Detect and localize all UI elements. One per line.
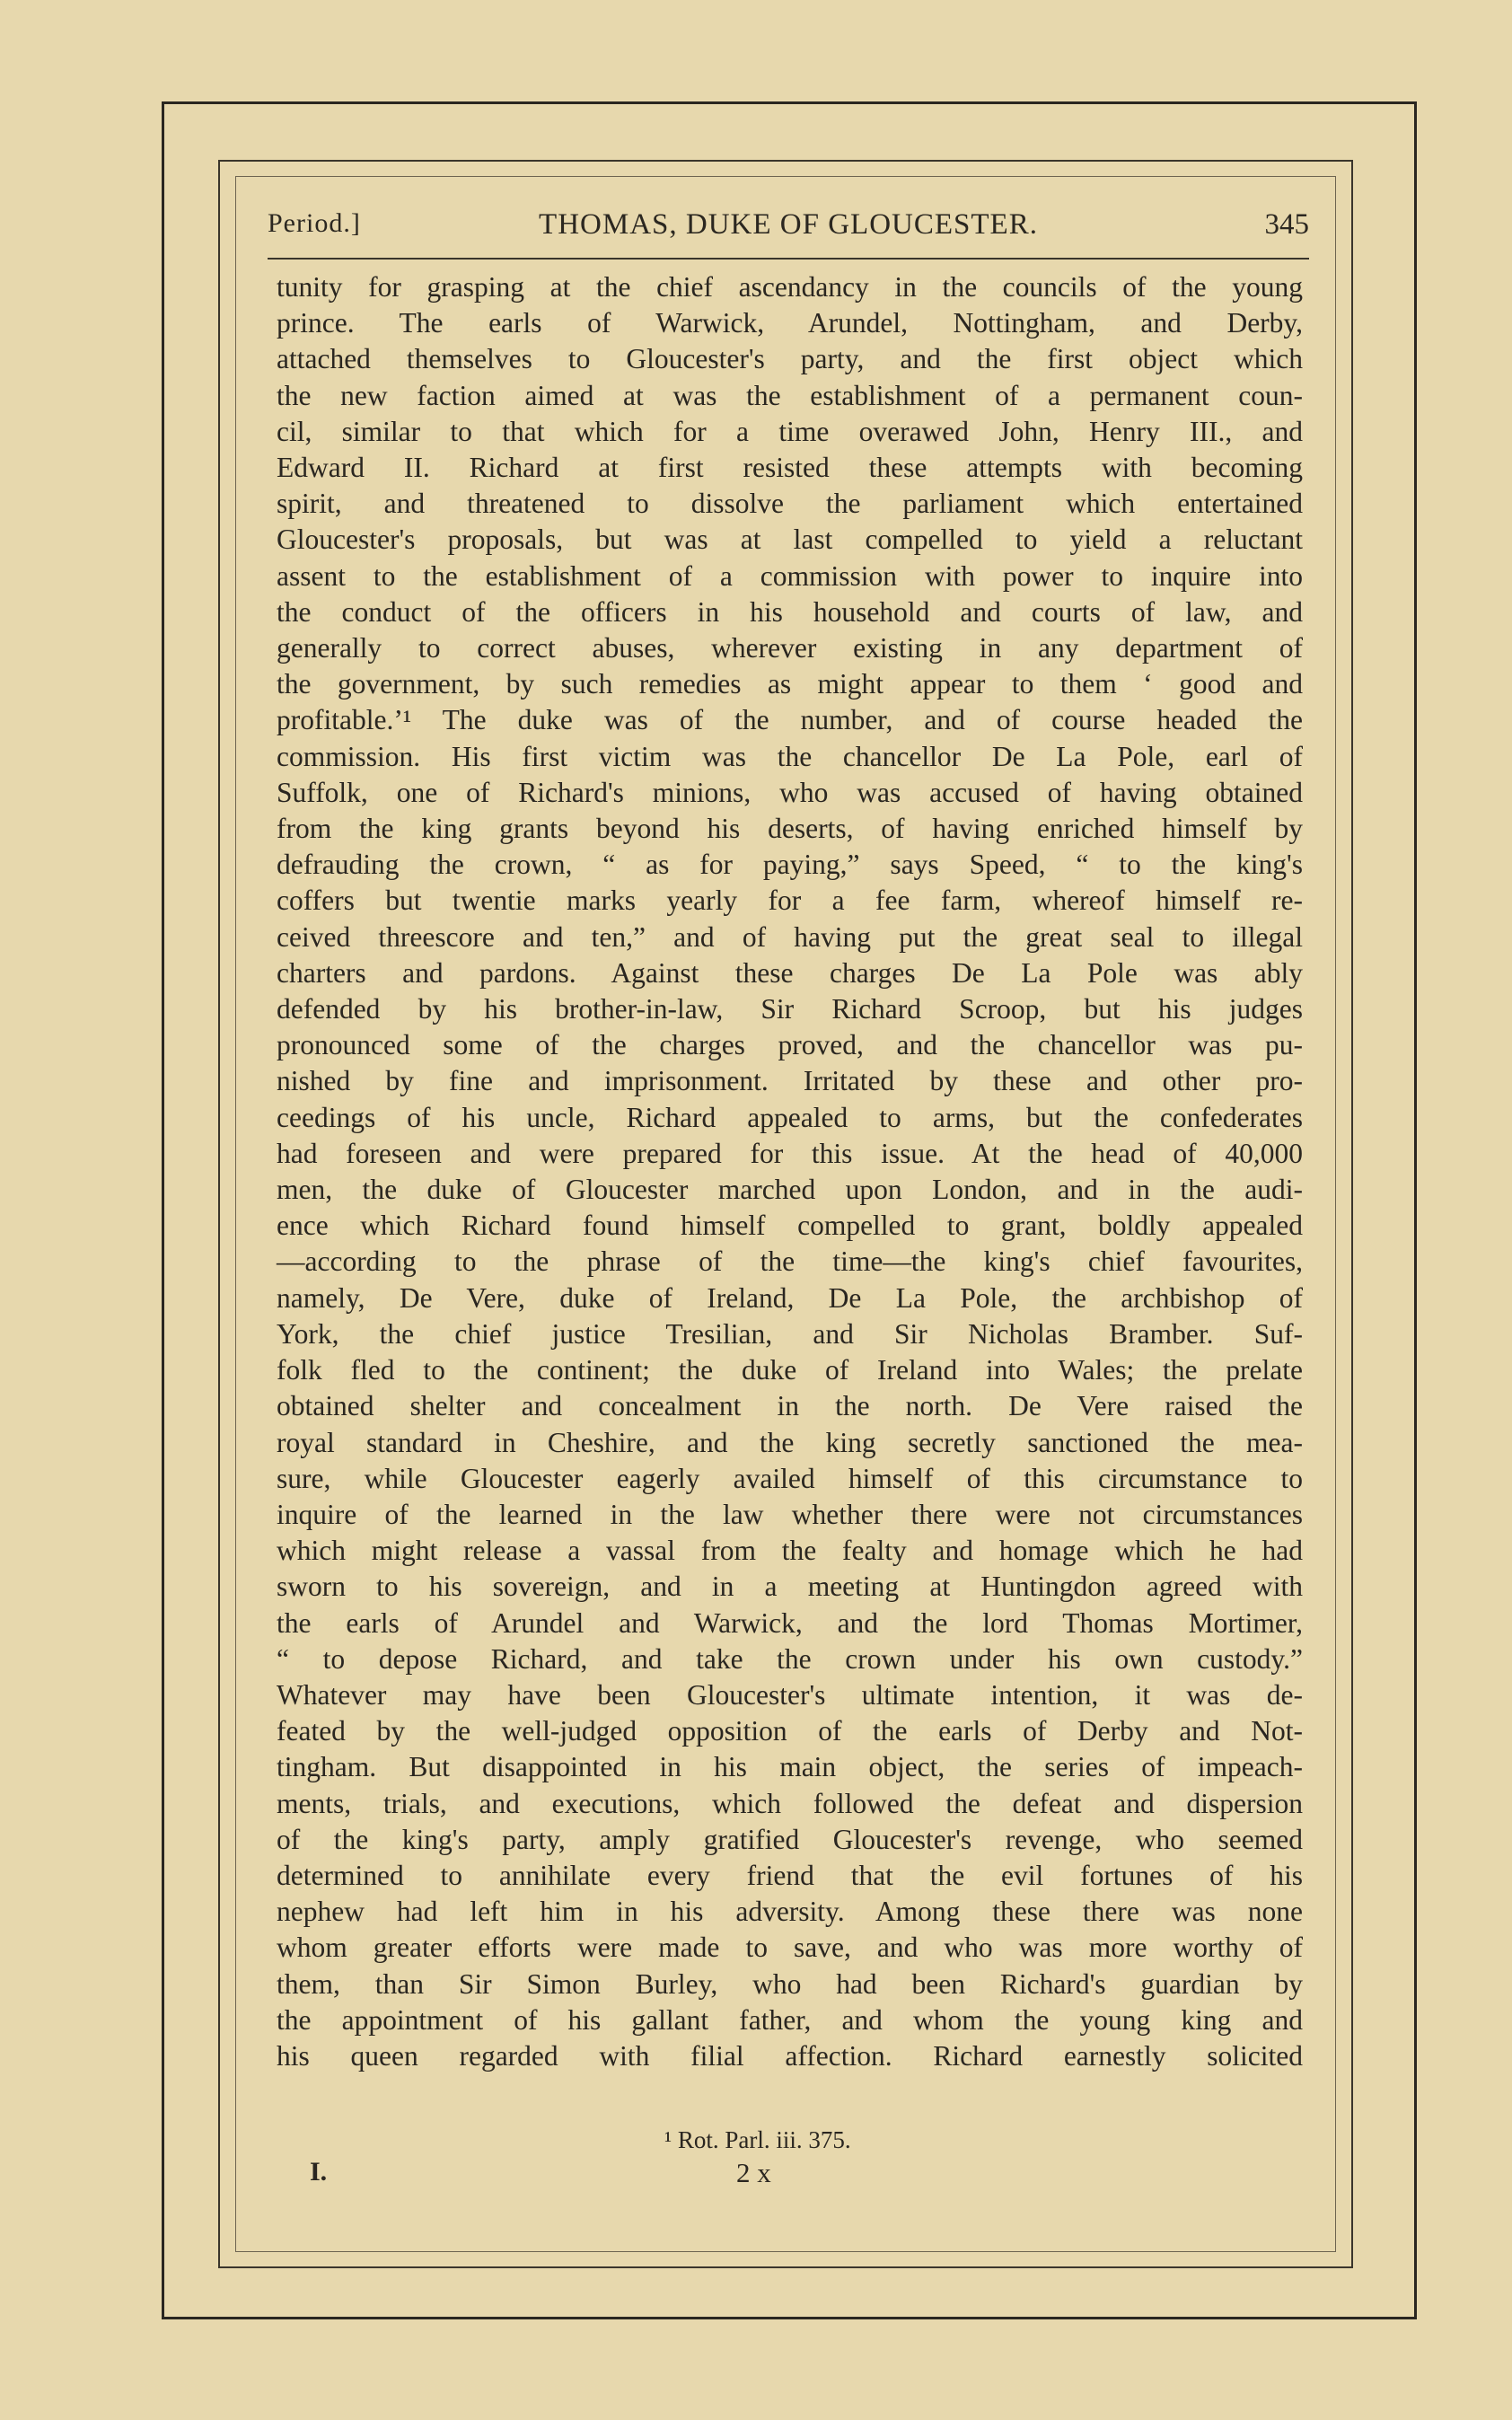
text-line: attached themselves to Gloucester's party, and the first object which <box>277 343 1303 375</box>
text-line: prince. The earls of Warwick, Arundel, Nottingham, and Derby, <box>277 307 1303 339</box>
signature-mark: 2 x <box>736 2157 771 2188</box>
text-line: profitable.’¹ The duke was of the number, and of course headed the <box>277 704 1303 736</box>
text-line: them, than Sir Simon Burley, who had been Richard's guardian by <box>277 1967 1303 2000</box>
text-line: tingham. But disappointed in his main object, the series of impeach- <box>277 1751 1303 1783</box>
body-text <box>277 269 1303 2074</box>
text-line: determined to annihilate every friend that the evil fortunes of his <box>277 1859 1303 1891</box>
text-line: royal standard in Cheshire, and the king secretly sanctioned the mea- <box>277 1426 1303 1458</box>
signature-mark-left: I. <box>310 2157 328 2187</box>
text-line: cil, similar to that which for a time overawed John, Henry III., and <box>277 415 1303 447</box>
text-line: ceived threescore and ten,” and of having put the great seal to illegal <box>277 920 1303 953</box>
text-line: the conduct of the officers in his household and courts of law, and <box>277 595 1303 628</box>
text-line: spirit, and threatened to dissolve the parliament which entertained <box>277 488 1303 520</box>
text-line: which might release a vassal from the fealty and homage which he had <box>277 1535 1303 1567</box>
text-line: generally to correct abuses, wherever existing in any department of <box>277 632 1303 664</box>
text-line: nephew had left him in his adversity. Among these there was none <box>277 1896 1303 1928</box>
text-line: the appointment of his gallant father, and whom the young king and <box>277 2003 1303 2036</box>
text-line: ceedings of his uncle, Richard appealed to arms, but the confederates <box>277 1101 1303 1133</box>
text-line: the earls of Arundel and Warwick, and the lord Thomas Mortimer, <box>277 1606 1303 1639</box>
text-line: men, the duke of Gloucester marched upon London, and in the audi- <box>277 1174 1303 1206</box>
text-line: defrauding the crown, “ as for paying,” says Speed, “ to the king's <box>277 849 1303 881</box>
text-line: pronounced some of the charges proved, and the chancellor was pu- <box>277 1029 1303 1061</box>
text-line: “ to depose Richard, and take the crown under his own custody.” <box>277 1642 1303 1675</box>
text-line: ence which Richard found himself compelled to grant, boldly appealed <box>277 1210 1303 1242</box>
text-line: charters and pardons. Against these charges De La Pole was ably <box>277 956 1303 989</box>
text-line: York, the chief justice Tresilian, and Sir Nicholas Bramber. Suf- <box>277 1317 1303 1350</box>
text-line: feated by the well-judged opposition of the earls of Derby and Not- <box>277 1715 1303 1747</box>
text-line: —according to the phrase of the time—the king's chief favourites, <box>277 1245 1303 1278</box>
text-line: of the king's party, amply gratified Gloucester's revenge, who seemed <box>277 1823 1303 1855</box>
text-line: defended by his brother-in-law, Sir Richard Scroop, but his judges <box>277 993 1303 1025</box>
text-line: sure, while Gloucester eagerly availed himself of this circumstance to <box>277 1462 1303 1494</box>
text-line: namely, De Vere, duke of Ireland, De La Pole, the archbishop of <box>277 1281 1303 1314</box>
text-line: Suffolk, one of Richard's minions, who was accused of having obtained <box>277 776 1303 808</box>
text-line: folk fled to the continent; the duke of Ireland into Wales; the prelate <box>277 1354 1303 1386</box>
text-line: the government, by such remedies as might appear to them ‘ good and <box>277 668 1303 700</box>
text-line: assent to the establishment of a commission with power to inquire into <box>277 559 1303 592</box>
header-rule <box>268 258 1309 260</box>
text-line: coffers but twentie marks yearly for a fee farm, whereof himself re- <box>277 884 1303 917</box>
text-line: sworn to his sovereign, and in a meeting at Huntingdon agreed with <box>277 1571 1303 1603</box>
header-section-mark: Period.] <box>268 208 361 238</box>
text-line: had foreseen and were prepared for this issue. At the head of 40,000 <box>277 1137 1303 1169</box>
footnote: ¹ Rot. Parl. iii. 375. <box>664 2126 851 2153</box>
page-title: THOMAS, DUKE OF GLOUCESTER. <box>539 208 1038 241</box>
text-line: Edward II. Richard at first resisted these attempts with becoming <box>277 452 1303 484</box>
text-line: Gloucester's proposals, but was at last compelled to yield a reluctant <box>277 524 1303 556</box>
running-header <box>268 205 1309 259</box>
text-line: his queen regarded with filial affection. Richard earnestly solicited <box>277 2039 1303 2072</box>
page-number: 345 <box>1264 208 1309 241</box>
text-line: obtained shelter and concealment in the north. De Vere raised the <box>277 1390 1303 1422</box>
text-line: tunity for grasping at the chief ascendancy in the councils of the young <box>277 271 1303 303</box>
text-line: commission. His first victim was the chancellor De La Pole, earl of <box>277 740 1303 772</box>
text-line: nished by fine and imprisonment. Irritated by these and other pro- <box>277 1065 1303 1097</box>
text-line: from the king grants beyond his deserts, of having enriched himself by <box>277 813 1303 845</box>
text-line: inquire of the learned in the law whether there were not circumstances <box>277 1498 1303 1530</box>
text-line: whom greater efforts were made to save, and who was more worthy of <box>277 1932 1303 1964</box>
text-line: Whatever may have been Gloucester's ultimate intention, it was de- <box>277 1678 1303 1711</box>
text-line: the new faction aimed at was the establishment of a permanent coun- <box>277 379 1303 411</box>
text-line: ments, trials, and executions, which followed the defeat and dispersion <box>277 1787 1303 1819</box>
